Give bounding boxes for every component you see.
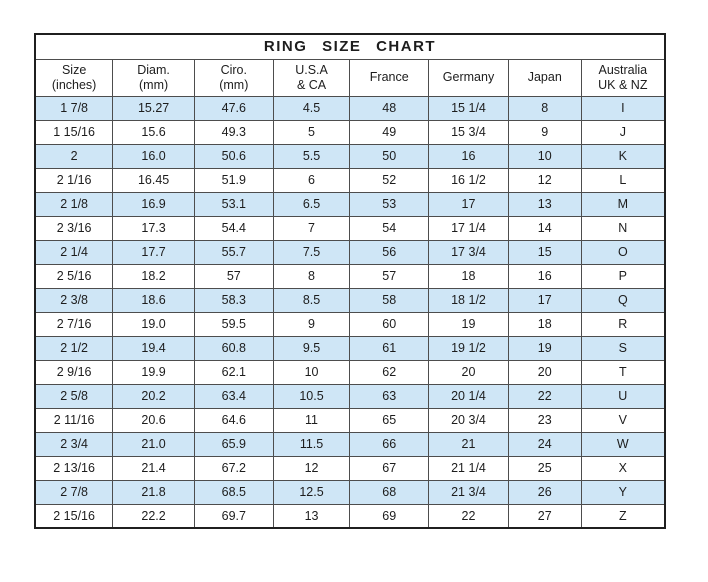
cell: 24 <box>508 432 581 456</box>
column-header-line2: (inches) <box>51 77 97 92</box>
cell: 16.0 <box>113 144 195 168</box>
cell: 19 <box>429 312 509 336</box>
cell: 20 3/4 <box>429 408 509 432</box>
table-row <box>35 480 665 504</box>
cell: W <box>581 432 665 456</box>
cell: 26 <box>508 480 581 504</box>
cell: 60 <box>350 312 429 336</box>
table-row <box>35 120 665 144</box>
cell: 20 <box>429 360 509 384</box>
page-title: RING SIZE CHART <box>35 34 665 59</box>
cell: U <box>581 384 665 408</box>
column-header-line1: Size <box>61 62 87 77</box>
cell: 21.4 <box>113 456 195 480</box>
cell: 47.6 <box>194 96 273 120</box>
cell: M <box>581 192 665 216</box>
cell: 1 7/8 <box>35 96 113 120</box>
cell: 19.0 <box>113 312 195 336</box>
cell: 17.7 <box>113 240 195 264</box>
cell: 66 <box>350 432 429 456</box>
cell: 1 15/16 <box>35 120 113 144</box>
cell: 63.4 <box>194 384 273 408</box>
cell: 20.6 <box>113 408 195 432</box>
table-row <box>35 312 665 336</box>
cell: 53 <box>350 192 429 216</box>
column-header-line2: (mm) <box>219 77 249 92</box>
column-header-australia-uk-nz <box>581 59 665 96</box>
cell: Z <box>581 504 665 528</box>
table-row <box>35 144 665 168</box>
cell: 12 <box>273 456 350 480</box>
cell: 16.45 <box>113 168 195 192</box>
table-row <box>35 360 665 384</box>
cell: 52 <box>350 168 429 192</box>
cell: K <box>581 144 665 168</box>
cell: 17 3/4 <box>429 240 509 264</box>
cell: 9.5 <box>273 336 350 360</box>
cell: 67 <box>350 456 429 480</box>
table-row <box>35 264 665 288</box>
cell: 49.3 <box>194 120 273 144</box>
cell: 68.5 <box>194 480 273 504</box>
cell: 2 3/8 <box>35 288 113 312</box>
cell: 2 1/4 <box>35 240 113 264</box>
cell: 5.5 <box>273 144 350 168</box>
cell: 18 <box>508 312 581 336</box>
cell: 50 <box>350 144 429 168</box>
cell: X <box>581 456 665 480</box>
cell: 16 1/2 <box>429 168 509 192</box>
cell: 2 <box>35 144 113 168</box>
ring-size-chart <box>34 33 666 529</box>
cell: 19 <box>508 336 581 360</box>
table-row <box>35 408 665 432</box>
cell: 49 <box>350 120 429 144</box>
cell: 2 7/8 <box>35 480 113 504</box>
cell: 62.1 <box>194 360 273 384</box>
column-header-size <box>35 59 113 96</box>
cell: 60.8 <box>194 336 273 360</box>
cell: 16.9 <box>113 192 195 216</box>
cell: Y <box>581 480 665 504</box>
cell: 2 11/16 <box>35 408 113 432</box>
cell: 23 <box>508 408 581 432</box>
cell: 14 <box>508 216 581 240</box>
table-row <box>35 432 665 456</box>
cell: 7 <box>273 216 350 240</box>
cell: 57 <box>350 264 429 288</box>
cell: S <box>581 336 665 360</box>
cell: 63 <box>350 384 429 408</box>
column-header-japan <box>508 59 581 96</box>
cell: 18 1/2 <box>429 288 509 312</box>
column-header-circumference <box>194 59 273 96</box>
cell: 21.0 <box>113 432 195 456</box>
cell: 2 15/16 <box>35 504 113 528</box>
cell: V <box>581 408 665 432</box>
cell: 15 3/4 <box>429 120 509 144</box>
column-header-line1: Ciro. <box>220 62 247 77</box>
cell: 21 1/4 <box>429 456 509 480</box>
cell: 8 <box>508 96 581 120</box>
cell: 25 <box>508 456 581 480</box>
cell: 62 <box>350 360 429 384</box>
cell: 15 <box>508 240 581 264</box>
column-header-line1: U.S.A <box>295 62 328 77</box>
cell: 2 1/2 <box>35 336 113 360</box>
cell: 9 <box>508 120 581 144</box>
cell: 7.5 <box>273 240 350 264</box>
cell: 4.5 <box>273 96 350 120</box>
cell: 13 <box>273 504 350 528</box>
cell: 54.4 <box>194 216 273 240</box>
title-row <box>35 34 665 59</box>
cell: 2 5/16 <box>35 264 113 288</box>
cell: 55.7 <box>194 240 273 264</box>
cell: 50.6 <box>194 144 273 168</box>
column-header-line1: Germany <box>442 70 495 84</box>
table-row <box>35 96 665 120</box>
cell: 21 3/4 <box>429 480 509 504</box>
column-header-line2: UK & NZ <box>598 77 648 92</box>
cell: 19 1/2 <box>429 336 509 360</box>
table-row <box>35 288 665 312</box>
cell: 12 <box>508 168 581 192</box>
cell: 22 <box>508 384 581 408</box>
column-header-germany <box>429 59 509 96</box>
cell: 11.5 <box>273 432 350 456</box>
column-header-line1: France <box>369 70 409 84</box>
column-header-line2: (mm) <box>139 77 169 92</box>
cell: R <box>581 312 665 336</box>
cell: L <box>581 168 665 192</box>
cell: 2 7/16 <box>35 312 113 336</box>
cell: 22 <box>429 504 509 528</box>
table-row <box>35 216 665 240</box>
cell: 16 <box>429 144 509 168</box>
cell: 69 <box>350 504 429 528</box>
cell: 10 <box>508 144 581 168</box>
cell: 11 <box>273 408 350 432</box>
cell: 2 5/8 <box>35 384 113 408</box>
cell: P <box>581 264 665 288</box>
cell: 20 1/4 <box>429 384 509 408</box>
cell: 17 <box>508 288 581 312</box>
cell: 54 <box>350 216 429 240</box>
cell: 16 <box>508 264 581 288</box>
cell: 10.5 <box>273 384 350 408</box>
cell: 20.2 <box>113 384 195 408</box>
cell: 53.1 <box>194 192 273 216</box>
table-row <box>35 240 665 264</box>
cell: 65 <box>350 408 429 432</box>
table-head <box>35 34 665 96</box>
cell: 17 <box>429 192 509 216</box>
cell: 68 <box>350 480 429 504</box>
cell: 19.9 <box>113 360 195 384</box>
cell: O <box>581 240 665 264</box>
cell: N <box>581 216 665 240</box>
header-row <box>35 59 665 96</box>
cell: 21.8 <box>113 480 195 504</box>
table-row <box>35 504 665 528</box>
cell: 51.9 <box>194 168 273 192</box>
cell: 27 <box>508 504 581 528</box>
cell: 22.2 <box>113 504 195 528</box>
cell: 18.6 <box>113 288 195 312</box>
cell: 17.3 <box>113 216 195 240</box>
cell: 8 <box>273 264 350 288</box>
cell: 2 1/16 <box>35 168 113 192</box>
cell: 58 <box>350 288 429 312</box>
cell: 48 <box>350 96 429 120</box>
cell: 21 <box>429 432 509 456</box>
cell: 2 9/16 <box>35 360 113 384</box>
cell: 9 <box>273 312 350 336</box>
table-row <box>35 168 665 192</box>
cell: 15 1/4 <box>429 96 509 120</box>
cell: 57 <box>194 264 273 288</box>
cell: 12.5 <box>273 480 350 504</box>
cell: 5 <box>273 120 350 144</box>
cell: 2 13/16 <box>35 456 113 480</box>
column-header-diameter <box>113 59 195 96</box>
table-row <box>35 384 665 408</box>
cell: 2 1/8 <box>35 192 113 216</box>
cell: 15.6 <box>113 120 195 144</box>
cell: 69.7 <box>194 504 273 528</box>
cell: I <box>581 96 665 120</box>
cell: 15.27 <box>113 96 195 120</box>
cell: 8.5 <box>273 288 350 312</box>
cell: 6.5 <box>273 192 350 216</box>
cell: 13 <box>508 192 581 216</box>
cell: 59.5 <box>194 312 273 336</box>
cell: 18 <box>429 264 509 288</box>
cell: 20 <box>508 360 581 384</box>
column-header-usa-ca <box>273 59 350 96</box>
column-header-france <box>350 59 429 96</box>
table-row <box>35 456 665 480</box>
column-header-line1: Japan <box>527 70 562 84</box>
cell: T <box>581 360 665 384</box>
table-row <box>35 336 665 360</box>
column-header-line1: Australia <box>598 62 648 77</box>
table-body <box>35 96 665 528</box>
table-row <box>35 192 665 216</box>
cell: 64.6 <box>194 408 273 432</box>
cell: 56 <box>350 240 429 264</box>
cell: 2 3/16 <box>35 216 113 240</box>
cell: Q <box>581 288 665 312</box>
cell: 6 <box>273 168 350 192</box>
cell: 2 3/4 <box>35 432 113 456</box>
column-header-line2: & CA <box>296 77 327 92</box>
cell: 10 <box>273 360 350 384</box>
cell: J <box>581 120 665 144</box>
cell: 67.2 <box>194 456 273 480</box>
column-header-line1: Diam. <box>137 62 170 77</box>
cell: 19.4 <box>113 336 195 360</box>
cell: 61 <box>350 336 429 360</box>
cell: 17 1/4 <box>429 216 509 240</box>
cell: 18.2 <box>113 264 195 288</box>
cell: 58.3 <box>194 288 273 312</box>
cell: 65.9 <box>194 432 273 456</box>
